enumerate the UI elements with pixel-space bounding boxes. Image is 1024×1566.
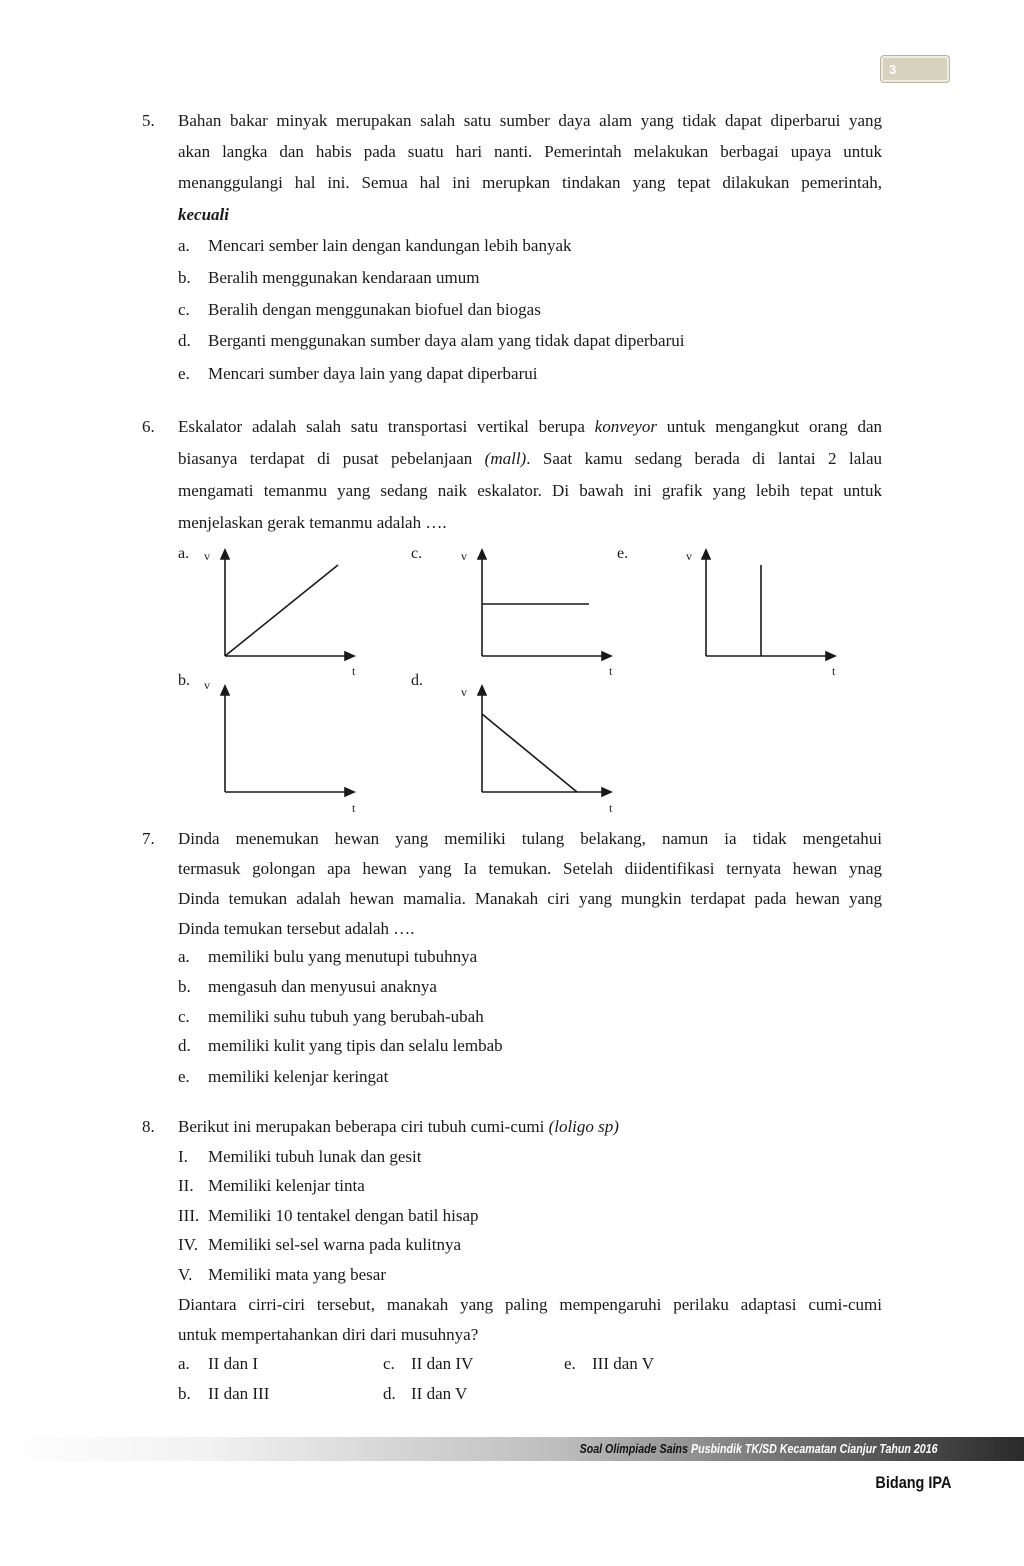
option-text: II dan V [411,1384,468,1403]
option-letter: b. [178,977,191,996]
italic-term: konveyor [594,417,657,436]
option-letter: e. [178,1067,190,1086]
option-letter: c. [178,1007,190,1026]
trait-numeral: II. [178,1176,194,1195]
arrow-right-icon [602,652,611,660]
graph-e-x-label: t [832,664,836,678]
trait-numeral: V. [178,1265,193,1284]
graph-a-x-label: t [352,664,356,678]
option-letter: c. [383,1354,395,1373]
arrow-right-icon [345,652,354,660]
question-6-line-4: menjelaskan gerak temanmu adalah …. [178,513,447,532]
option-letter: b. [178,268,191,287]
text-span: Eskalator adalah salah satu transportasi vertikal berupa [178,417,595,436]
arrow-up-icon [478,686,486,695]
footer-title [580,1438,938,1460]
graph-d-y-label: v [461,685,467,699]
graph-d-letter[interactable]: d. [411,672,423,689]
question-8-prompt-line-2: untuk mempertahankan diri dari musuhnya? [178,1325,479,1344]
option-text: Beralih menggunakan kendaraan umum [208,268,480,287]
arrow-right-icon [826,652,835,660]
option-letter: a. [178,1354,190,1373]
option-letter: a. [178,947,190,966]
graph-a-line-increasing [225,565,338,656]
footer-title-part-2: Pusbindik TK/SD Kecamatan Cianjur Tahun 2016 [688,1441,938,1456]
graph-a-y-label: v [204,549,210,563]
question-8-number: 8. [142,1117,155,1136]
question-8-intro [178,1117,619,1137]
question-8-option-c[interactable] [383,1354,473,1374]
text-span: Berikut ini merupakan beberapa ciri tubuh cumi-cumi [178,1117,549,1136]
question-6-number: 6. [142,417,155,436]
option-letter: e. [178,364,190,383]
question-7-option-a[interactable] [178,947,477,967]
page-number: 3 [880,55,950,83]
option-text: Mencari sember lain dengan kandungan lebih banyak [208,236,572,255]
footer-title-part-1: Soal Olimpiade Sains [579,1441,689,1456]
graph-c[interactable] [478,550,611,660]
arrow-right-icon [602,788,611,796]
option-text: mengasuh dan menyusui anaknya [208,977,437,996]
graph-d-line-decreasing [482,714,577,792]
question-8-prompt-line-1: Diantara cirri-ciri tersebut, manakah yang paling mempengaruhi perilaku adaptasi cumi-cumi [178,1295,882,1314]
option-text: memiliki kulit yang tipis dan selalu lembab [208,1036,503,1055]
arrow-up-icon [702,550,710,559]
option-text: II dan III [208,1384,270,1403]
question-8-option-a[interactable] [178,1354,258,1374]
arrow-up-icon [478,550,486,559]
question-5-number: 5. [142,111,155,130]
trait-text: Memiliki 10 tentakel dengan batil hisap [208,1206,479,1225]
graph-b[interactable] [221,686,354,796]
question-7-option-c[interactable] [178,1007,484,1027]
option-text: memiliki bulu yang menutupi tubuhnya [208,947,478,966]
question-8-option-b[interactable] [178,1384,269,1404]
question-8-trait-1 [178,1147,421,1167]
trait-text: Memiliki kelenjar tinta [208,1176,365,1195]
trait-numeral: IV. [178,1235,198,1254]
graph-b-letter[interactable]: b. [178,672,190,689]
graph-e-y-label: v [686,549,692,563]
question-7-line-4: Dinda temukan tersebut adalah …. [178,919,415,938]
text-span: biasanya terdapat di pusat pebelanjaan [178,449,485,468]
option-letter: b. [178,1384,191,1403]
option-letter: d. [178,1036,191,1055]
option-text: Berganti menggunakan sumber daya alam yang tidak dapat diperbarui [208,331,685,350]
question-5-line-1: Bahan bakar minyak merupakan salah satu sumber daya alam yang tidak dapat diperbarui yang [178,111,882,130]
question-8-trait-5 [178,1265,386,1285]
graph-c-letter[interactable]: c. [411,545,423,562]
question-5-emphasis: kecuali [178,205,229,224]
question-8-trait-4 [178,1235,461,1255]
option-text: II dan I [208,1354,259,1373]
option-letter: a. [178,236,190,255]
question-7-line-2: termasuk golongan apa hewan yang Ia temukan. Setelah diidentifikasi ternyata hewan ynag [178,859,882,878]
arrow-up-icon [221,686,229,695]
graph-d-x-label: t [609,801,613,815]
question-7-option-b[interactable] [178,977,437,997]
trait-text: Memiliki mata yang besar [208,1265,386,1284]
option-letter: d. [383,1384,396,1403]
option-text: II dan IV [411,1354,474,1373]
trait-text: Memiliki sel-sel warna pada kulitnya [208,1235,462,1254]
text-span: . Saat kamu sedang berada di lantai 2 lalau [526,449,883,468]
option-text: Beralih dengan menggunakan biofuel dan biogas [208,300,541,319]
question-8-trait-3 [178,1206,479,1226]
graph-b-x-label: t [352,801,356,815]
graph-a[interactable] [221,550,354,660]
question-8-option-d[interactable] [383,1384,467,1404]
graph-d[interactable] [478,686,611,796]
graph-c-x-label: t [609,664,613,678]
question-7-option-e[interactable] [178,1067,388,1087]
option-text: memiliki kelenjar keringat [208,1067,389,1086]
option-text: III dan V [592,1354,654,1373]
question-8-option-e[interactable] [564,1354,654,1374]
footer-subject: Bidang IPA [874,1473,951,1492]
question-5-line-2: akan langka dan habis pada suatu hari nanti. Pemerintah melakukan berbagai upaya untuk [178,142,882,161]
graph-b-y-label: v [204,678,210,692]
graph-c-y-label: v [461,549,467,563]
italic-term: (mall) [484,449,527,468]
option-text: Mencari sumber daya lain yang dapat diperbarui [208,364,538,383]
trait-text: Memiliki tubuh lunak dan gesit [208,1147,422,1166]
question-7-line-1: Dinda menemukan hewan yang memiliki tulang belakang, namun ia tidak mengetahui [178,829,882,848]
italic-term: (loligo sp) [548,1117,619,1136]
question-7-line-3: Dinda temukan adalah hewan mamalia. Manakah ciri yang mungkin terdapat pada hewan yang [178,889,882,908]
question-7-number: 7. [142,829,155,848]
graph-e[interactable] [702,550,835,660]
option-letter: e. [564,1354,576,1373]
trait-numeral: III. [178,1206,200,1225]
question-5-line-3: menanggulangi hal ini. Semua hal ini merupkan tindakan yang tepat dilakukan pemerintah, [178,173,882,192]
question-6-line-3: mengamati temanmu yang sedang naik eskalator. Di bawah ini grafik yang lebih tepat untuk [178,481,882,500]
question-7-option-d[interactable] [178,1036,503,1056]
graph-e-letter[interactable]: e. [617,545,629,562]
trait-numeral: I. [178,1147,188,1166]
arrow-up-icon [221,550,229,559]
option-letter: c. [178,300,190,319]
question-8-trait-2 [178,1176,365,1196]
option-text: memiliki suhu tubuh yang berubah-ubah [208,1007,484,1026]
text-span: untuk mengangkut orang dan [656,417,883,436]
arrow-right-icon [345,788,354,796]
option-letter: d. [178,331,191,350]
graph-a-letter[interactable]: a. [178,545,190,562]
